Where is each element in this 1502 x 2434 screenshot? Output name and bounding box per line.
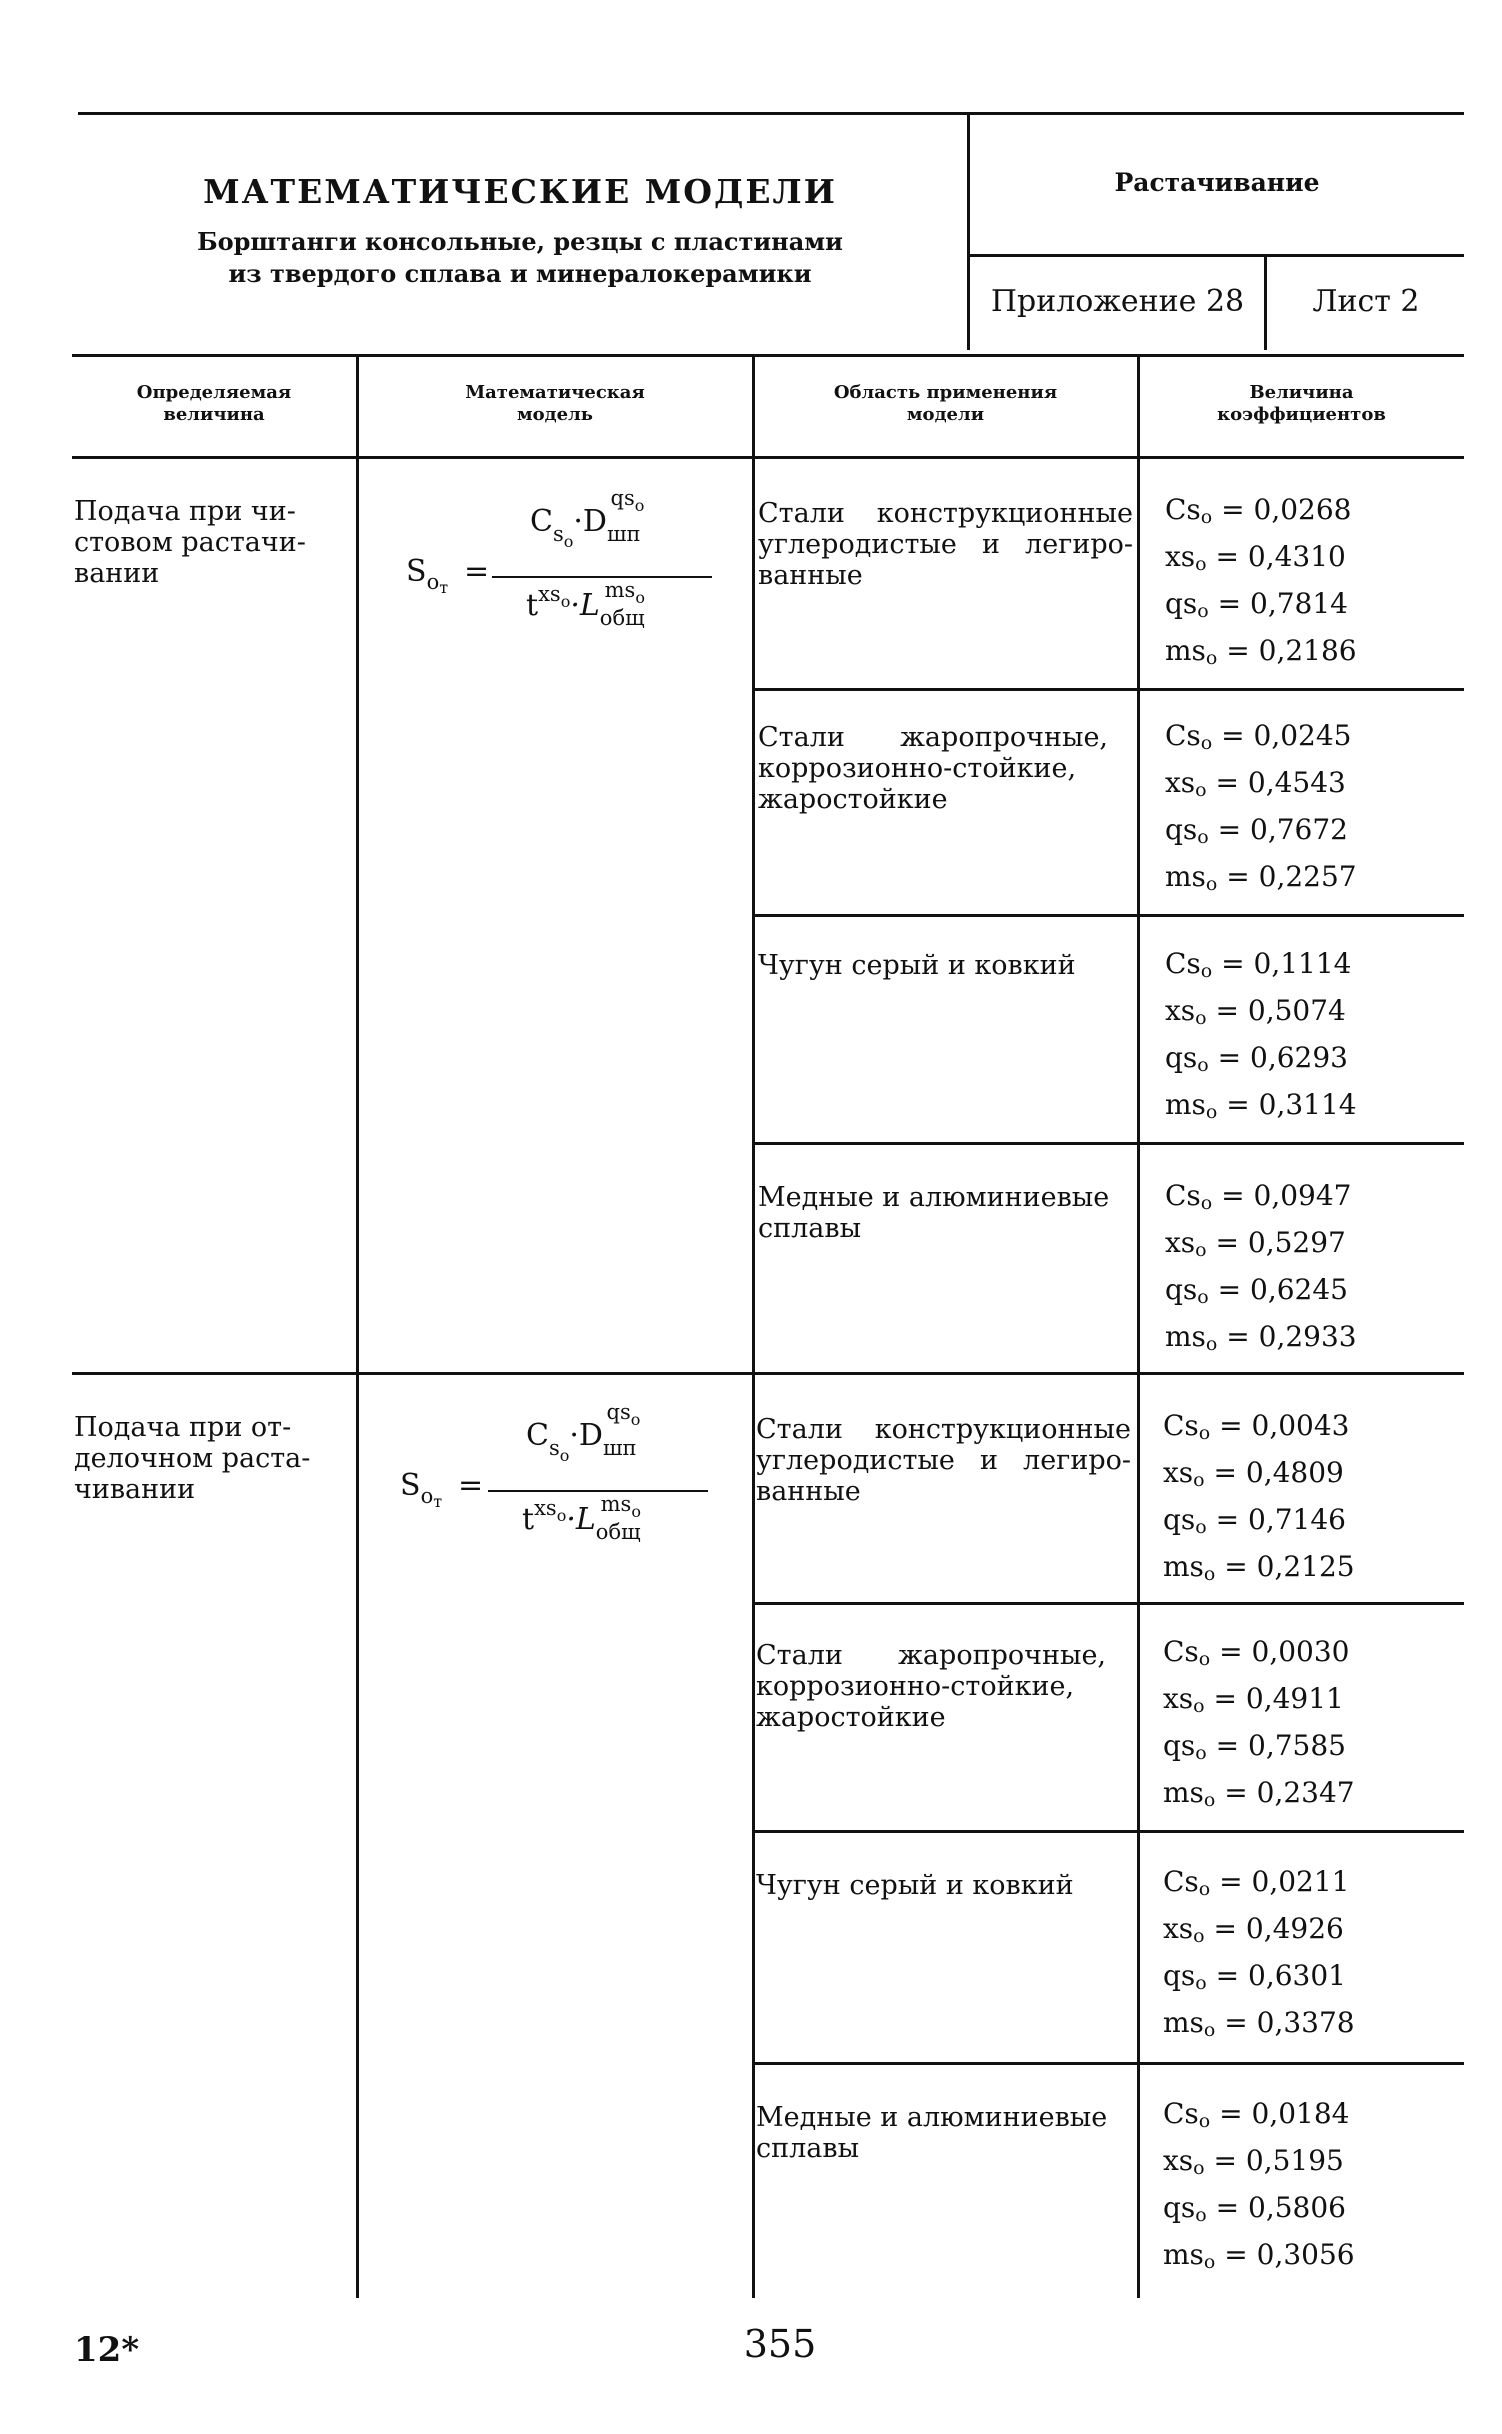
- area-cell: Стали жаропрочные, коррозионно-стойкие, жаростойкие: [758, 722, 1108, 815]
- coef-row: $xs_о = 0,4926$: [1163, 1912, 1344, 1947]
- formula-fraction-bar: [488, 1490, 708, 1492]
- coef-row: $qs_о = 0,6301$: [1163, 1959, 1346, 1994]
- table-top-rule: [72, 354, 1464, 357]
- header-sheet-divider: [1264, 254, 1267, 350]
- group-rule-1-3: [754, 914, 1464, 917]
- formula-lhs: $S_{от}$: [400, 1468, 443, 1511]
- coef-row: $ms_о = 0,2257$: [1165, 860, 1357, 895]
- coef-row: $xs_о = 0,5297$: [1165, 1226, 1346, 1261]
- area-cell: Медные и алюминиевые сплавы: [756, 2102, 1108, 2164]
- coef-cell: [1163, 1858, 1355, 2046]
- coef-row: $Cs_о = 0,0947$: [1165, 1179, 1352, 1214]
- area-cell: Стали конструкционные углеродистые и легиро- ванные: [758, 498, 1133, 591]
- group-rule-2-2: [754, 1602, 1464, 1605]
- area-cell: Стали конструкционные углеродистые и легиро- ванные: [756, 1414, 1131, 1507]
- colhead-coefficients: Величина коэффициентов: [1217, 382, 1386, 425]
- colhead-model: Математическая модель: [465, 382, 645, 425]
- coef-row: $ms_о = 0,2933$: [1165, 1320, 1357, 1355]
- header-right-rule: [967, 254, 1464, 257]
- operation-label: Растачивание: [1114, 168, 1320, 197]
- quantity-cell-fine-boring: Подача при от- делочном раста- чивании: [74, 1412, 311, 1505]
- coef-cell: [1163, 1628, 1355, 1816]
- group-rule-1-4: [754, 1142, 1464, 1145]
- footer-signature-mark: 12*: [74, 2330, 140, 2370]
- header-top-rule: [78, 112, 1464, 115]
- group-rule-1-2: [754, 688, 1464, 691]
- formula-finish-boring: $S_{от}$ = $C_{sо}\cdot D_{шп}^{qsо}$ $t^{xsо}\cdot L_{общ}^{msо}$: [380, 480, 740, 670]
- coef-cell: [1165, 1172, 1357, 1360]
- col-divider-1: [356, 354, 359, 2298]
- coef-row: $xs_о = 0,4310$: [1165, 540, 1346, 575]
- coef-row: $Cs_о = 0,0245$: [1165, 719, 1352, 754]
- coef-row: $ms_о = 0,3056$: [1163, 2238, 1355, 2273]
- appendix-label: Приложение 28: [990, 284, 1245, 319]
- formula-numerator: $C_{sо}\cdot D_{шп}^{qsо}$: [526, 1400, 641, 1465]
- coef-row: $xs_о = 0,5074$: [1165, 994, 1346, 1029]
- coef-row: $ms_о = 0,3378$: [1163, 2006, 1355, 2041]
- area-cell: Чугун серый и ковкий: [756, 1870, 1074, 1901]
- coef-row: $ms_о = 0,3114$: [1165, 1088, 1357, 1123]
- formula-fine-boring: $S_{от}$ = $C_{sо}\cdot D_{шп}^{qsо}$ $t^{xsо}\cdot L_{общ}^{msо}$: [380, 1394, 740, 1584]
- area-cell: Медные и алюминиевые сплавы: [758, 1182, 1110, 1244]
- coef-row: $Cs_о = 0,1114$: [1165, 947, 1352, 982]
- coef-cell: [1165, 940, 1357, 1128]
- coef-cell: [1163, 1402, 1355, 1590]
- quantity-cell-finish-boring: Подача при чи- стовом растачи- вании: [74, 496, 306, 589]
- coef-row: $qs_о = 0,7585$: [1163, 1729, 1346, 1764]
- coef-row: $ms_о = 0,2125$: [1163, 1550, 1355, 1585]
- coef-cell: [1165, 486, 1357, 674]
- coef-row: $Cs_о = 0,0030$: [1163, 1635, 1350, 1670]
- coef-row: $Cs_о = 0,0211$: [1163, 1865, 1350, 1900]
- coef-row: $xs_о = 0,4809$: [1163, 1456, 1344, 1491]
- coef-row: $Cs_о = 0,0043$: [1163, 1409, 1350, 1444]
- coef-row: $qs_о = 0,7814$: [1165, 587, 1348, 622]
- coef-row: $Cs_о = 0,0268$: [1165, 493, 1352, 528]
- col-divider-3: [1137, 354, 1140, 2298]
- formula-denominator: $t^{xsо}\cdot L_{общ}^{msо}$: [522, 1492, 641, 1544]
- coef-row: $qs_о = 0,6293$: [1165, 1041, 1348, 1076]
- formula-fraction-bar: [492, 576, 712, 578]
- coef-row: $qs_о = 0,7146$: [1163, 1503, 1346, 1538]
- group-rule-2-4: [754, 2062, 1464, 2065]
- table-head-rule: [72, 456, 1464, 459]
- group-rule-2-3: [754, 1830, 1464, 1833]
- page-number: 355: [743, 2322, 817, 2366]
- coef-row: $qs_о = 0,5806$: [1163, 2191, 1346, 2226]
- page-subtitle-line2: из твердого сплава и минералокерамики: [228, 259, 812, 288]
- coef-row: $Cs_о = 0,0184$: [1163, 2097, 1350, 2132]
- area-cell: Стали жаропрочные, коррозионно-стойкие, жаростойкие: [756, 1640, 1106, 1733]
- header-divider: [967, 112, 970, 350]
- formula-lhs: $S_{от}$: [406, 554, 449, 597]
- coef-row: $qs_о = 0,7672$: [1165, 813, 1348, 848]
- coef-row: $xs_о = 0,5195$: [1163, 2144, 1344, 2179]
- coef-row: $xs_о = 0,4543$: [1165, 766, 1346, 801]
- page-subtitle-line1: Борштанги консольные, резцы с пластинами: [197, 227, 843, 256]
- page-title: МАТЕМАТИЧЕСКИЕ МОДЕЛИ: [203, 172, 837, 211]
- coef-cell: [1165, 712, 1357, 900]
- colhead-quantity: Определяемая величина: [136, 382, 292, 425]
- colhead-area: Область применения модели: [833, 382, 1058, 425]
- coef-row: $qs_о = 0,6245$: [1165, 1273, 1348, 1308]
- coef-cell: [1163, 2090, 1355, 2278]
- formula-numerator: $C_{sо}\cdot D_{шп}^{qsо}$: [530, 486, 645, 551]
- coef-row: $ms_о = 0,2347$: [1163, 1776, 1355, 1811]
- col-divider-2: [752, 354, 755, 2298]
- formula-denominator: $t^{xsо}\cdot L_{общ}^{msо}$: [526, 578, 645, 630]
- sheet-label: Лист 2: [1312, 284, 1420, 319]
- area-cell: Чугун серый и ковкий: [758, 950, 1076, 981]
- section-rule: [72, 1372, 1464, 1375]
- coef-row: $ms_о = 0,2186$: [1165, 634, 1357, 669]
- coef-row: $xs_о = 0,4911$: [1163, 1682, 1344, 1717]
